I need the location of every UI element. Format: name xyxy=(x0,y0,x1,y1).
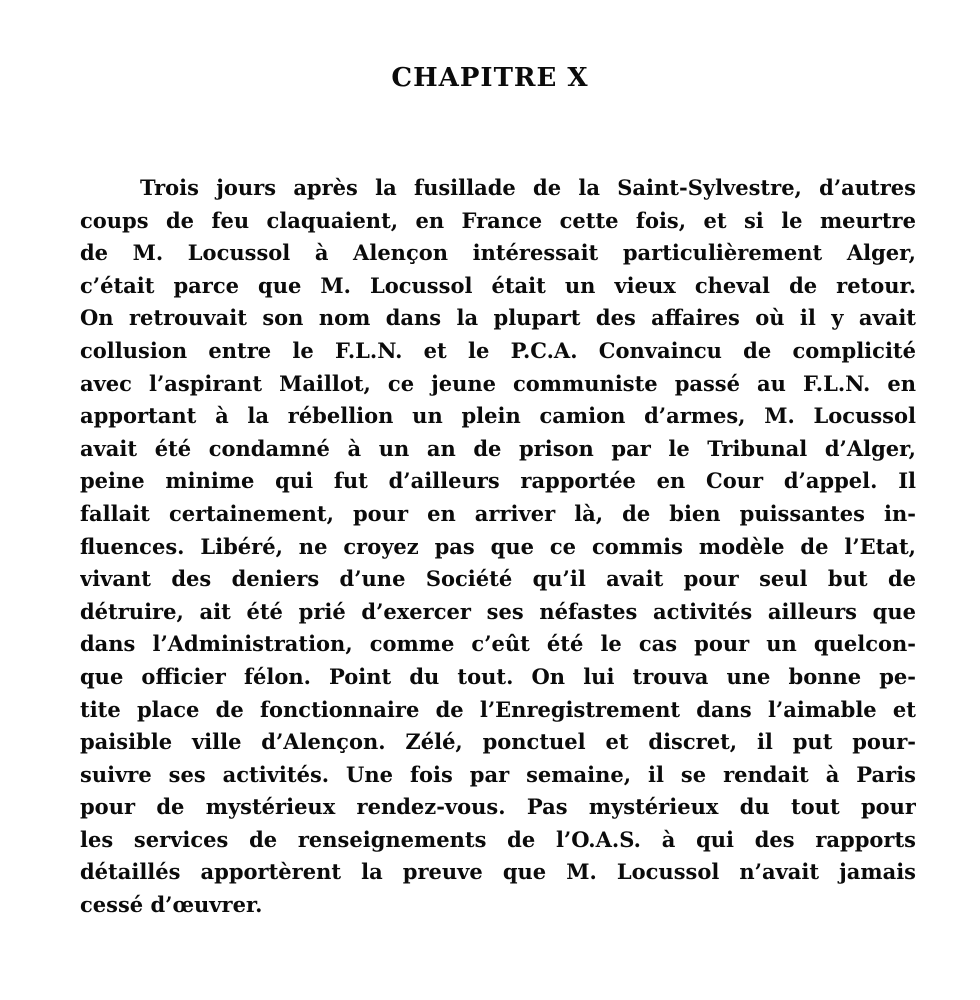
paragraph-line: apportant à la rébellion un plein camion d’armes, M. Locussol xyxy=(80,403,916,429)
paragraph-line: fluences. Libéré, ne croyez pas que ce commis modèle de l’Etat, xyxy=(80,533,916,559)
paragraph-line: les services de renseignements de l’O.A.S. à qui des rapports xyxy=(80,826,916,852)
chapter-title: CHAPITRE X xyxy=(391,63,589,93)
paragraph-line: suivre ses activités. Une fois par semaine, il se rendait à Paris xyxy=(80,761,916,787)
paragraph-line: tite place de fonctionnaire de l’Enregistrement dans l’aimable et xyxy=(80,696,916,722)
paragraph-line: peine minime qui fut d’ailleurs rapportée en Cour d’appel. Il xyxy=(80,468,916,494)
paragraph-line: paisible ville d’Alençon. Zélé, ponctuel et discret, il put pour- xyxy=(80,729,916,755)
paragraph-line: c’était parce que M. Locussol était un vieux cheval de retour. xyxy=(80,272,916,298)
paragraph-line: avait été condamné à un an de prison par le Tribunal d’Alger, xyxy=(80,435,916,461)
paragraph-line: pour de mystérieux rendez-vous. Pas mystérieux du tout pour xyxy=(80,794,916,820)
paragraph-line: cessé d’œuvrer. xyxy=(80,892,263,918)
paragraph-line: que officier félon. Point du tout. On lui trouva une bonne pe- xyxy=(80,663,916,689)
paragraph-line: avec l’aspirant Maillot, ce jeune communiste passé au F.L.N. en xyxy=(80,370,916,396)
paragraph-line: vivant des deniers d’une Société qu’il avait pour seul but de xyxy=(80,566,916,592)
paragraph-line: détruire, ait été prié d’exercer ses néfastes activités ailleurs que xyxy=(80,598,916,624)
paragraph-line: dans l’Administration, comme c’eût été le cas pour un quelcon- xyxy=(80,631,916,657)
paragraph-line: de M. Locussol à Alençon intéressait particulièrement Alger, xyxy=(80,240,916,266)
chapter-paragraph xyxy=(80,172,916,922)
paragraph-line: détaillés apportèrent la preuve que M. Locussol n’avait jamais xyxy=(80,859,916,885)
paragraph-line: fallait certainement, pour en arriver là, de bien puissantes in- xyxy=(80,500,916,526)
paragraph-line: Trois jours après la fusillade de la Saint-Sylvestre, d’autres xyxy=(140,175,916,200)
paragraph-line: collusion entre le F.L.N. et le P.C.A. Convaincu de complicité xyxy=(80,337,916,363)
paragraph-line: coups de feu claquaient, en France cette fois, et si le meurtre xyxy=(80,207,916,233)
paragraph-line: On retrouvait son nom dans la plupart des affaires où il y avait xyxy=(80,305,916,331)
